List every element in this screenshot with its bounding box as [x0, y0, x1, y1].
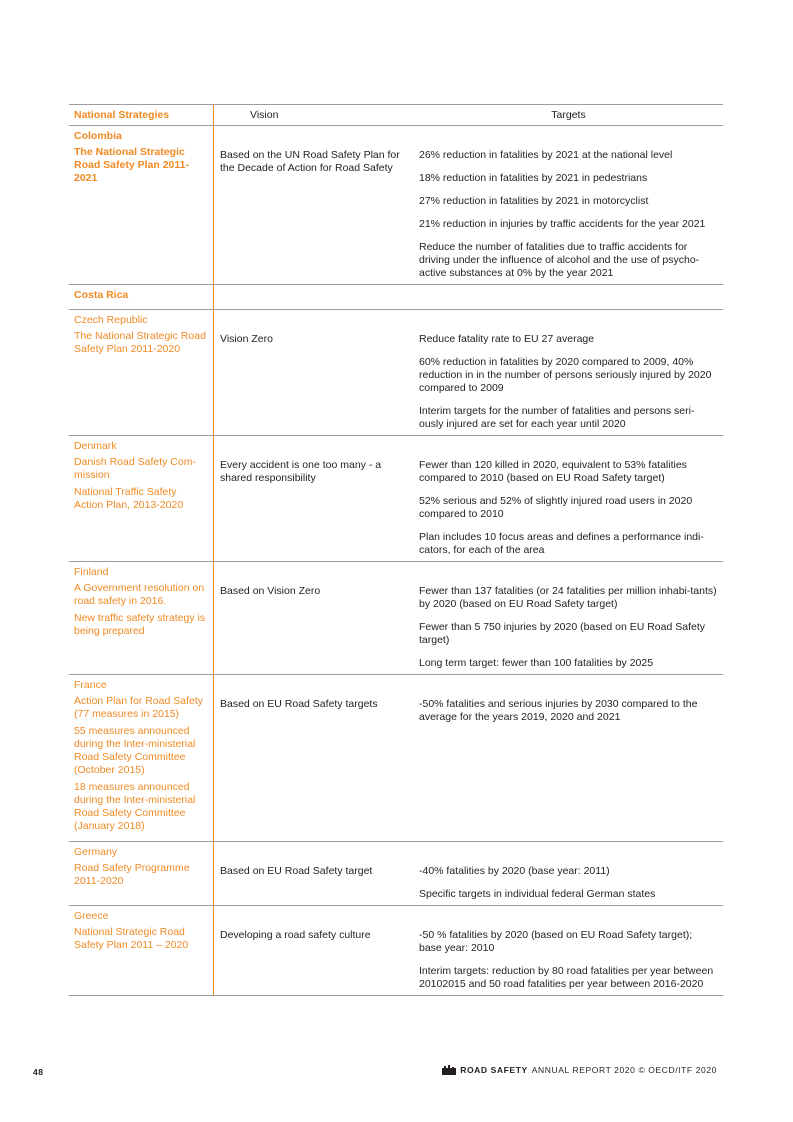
- target-item: 52% serious and 52% of slightly injured road users in 2020 compared to 2010: [419, 495, 693, 520]
- target-item: -40% fatalities by 2020 (base year: 2011): [419, 865, 610, 877]
- targets-cell: [414, 126, 723, 284]
- itf-logo-icon: [442, 1065, 456, 1075]
- targets-cell: [414, 675, 723, 841]
- target-item: Plan includes 10 focus areas and defines a performance indi-cators, for each of the area: [419, 531, 704, 556]
- target-item: Fewer than 5 750 injuries by 2020 (based on EU Road Safety target): [419, 621, 706, 646]
- header-strategies: National Strategies: [69, 105, 214, 125]
- country-name: Greece: [74, 910, 109, 922]
- target-item: Reduce the number of fatalities due to traffic accidents for driving under the influence of alcohol and the use of psycho-active substances at 0% by the year 2021: [419, 241, 700, 279]
- target-item: 26% reduction in fatalities by 2021 at the national level: [419, 149, 673, 161]
- strategy-name: New traffic safety strategy is being prepared: [74, 612, 206, 637]
- target-item: Interim targets for the number of fatalities and persons seri-ously injured are set for each year until 2020: [419, 405, 695, 430]
- country-name: Colombia: [74, 130, 122, 142]
- strategies-table: [69, 104, 723, 996]
- target-item: Specific targets in individual federal German states: [419, 888, 656, 900]
- table-row: [69, 675, 723, 842]
- targets-cell: [414, 285, 723, 309]
- strategies-cell: [69, 562, 214, 674]
- strategies-cell: [69, 310, 214, 435]
- strategies-cell: [69, 675, 214, 841]
- table-row: [69, 126, 723, 285]
- country-name: Denmark: [74, 440, 117, 452]
- vision-cell: Based on EU Road Safety targets: [220, 698, 378, 710]
- strategies-cell: [69, 436, 214, 561]
- target-item: Fewer than 137 fatalities (or 24 fatalities per million inhabi-tants) by 2020 (based on EU Road Safety target): [419, 585, 717, 610]
- header-targets: Targets: [551, 109, 586, 121]
- strategy-name: Danish Road Safety Com-mission: [74, 456, 196, 481]
- target-item: Interim targets: reduction by 80 road fatalities per year between 20102015 and 50 road fatalities per year between 2016-2020: [419, 965, 714, 990]
- table-row: [69, 285, 723, 310]
- strategies-cell: [69, 126, 214, 284]
- strategy-name: Action Plan for Road Safety (77 measures in 2015): [74, 695, 203, 720]
- target-item: -50% fatalities and serious injuries by 2030 compared to the average for the years 2019, 2020 and 2021: [419, 698, 698, 723]
- table-header: [69, 105, 723, 126]
- targets-cell: [414, 436, 723, 561]
- header-vision: Vision: [250, 109, 279, 121]
- target-item: 18% reduction in fatalities by 2021 in pedestrians: [419, 172, 648, 184]
- target-item: 60% reduction in fatalities by 2020 compared to 2009, 40% reduction in in the number of persons seriously injured by 2020 compared to 2009: [419, 356, 712, 394]
- country-name: Czech Republic: [74, 314, 148, 326]
- strategies-cell: [69, 842, 214, 905]
- footer-title: ROAD SAFETY: [460, 1065, 528, 1075]
- table-row: [69, 906, 723, 996]
- table-row: [69, 562, 723, 675]
- targets-cell: [414, 562, 723, 674]
- strategy-name: 18 measures announced during the Inter-ministerial Road Safety Committee (January 2018): [74, 781, 196, 832]
- targets-cell: [414, 906, 723, 995]
- table-row: [69, 310, 723, 436]
- footer-subtitle: ANNUAL REPORT 2020 © OECD/ITF 2020: [531, 1065, 717, 1075]
- vision-cell: [214, 285, 414, 309]
- country-name: Costa Rica: [74, 289, 129, 301]
- vision-cell: Developing a road safety culture: [220, 929, 371, 941]
- table-row: [69, 436, 723, 562]
- target-item: -50 % fatalities by 2020 (based on EU Road Safety target); base year: 2010: [419, 929, 693, 954]
- page-number: 48: [33, 1067, 44, 1077]
- vision-cell: Based on the UN Road Safety Plan for the Decade of Action for Road Safety: [220, 149, 400, 174]
- strategy-name: 55 measures announced during the Inter-ministerial Road Safety Committee (October 2015): [74, 725, 196, 776]
- country-name: Finland: [74, 566, 109, 578]
- vision-cell: Vision Zero: [220, 333, 273, 345]
- target-item: Fewer than 120 killed in 2020, equivalent to 53% fatalities compared to 2010 (based on EU Road Safety target): [419, 459, 687, 484]
- table-body: [69, 126, 723, 996]
- strategies-cell: [69, 906, 214, 995]
- target-item: 27% reduction in fatalities by 2021 in motorcyclist: [419, 195, 649, 207]
- strategies-cell: [69, 285, 214, 309]
- vision-cell: Based on EU Road Safety target: [220, 865, 373, 877]
- vision-cell: Every accident is one too many - a shared responsibility: [220, 459, 382, 484]
- footer-publication: [442, 1065, 717, 1075]
- country-name: Germany: [74, 846, 118, 858]
- targets-cell: [414, 310, 723, 435]
- strategy-name: National Strategic Road Safety Plan 2011 – 2020: [74, 926, 189, 951]
- strategy-name: National Traffic Safety Action Plan, 2013-2020: [74, 486, 184, 511]
- target-item: Reduce fatality rate to EU 27 average: [419, 333, 595, 345]
- target-item: Long term target: fewer than 100 fatalities by 2025: [419, 657, 654, 669]
- targets-cell: [414, 842, 723, 905]
- target-item: 21% reduction in injuries by traffic accidents for the year 2021: [419, 218, 706, 230]
- strategy-name: Road Safety Programme 2011-2020: [74, 862, 190, 887]
- table-row: [69, 842, 723, 906]
- vision-cell: Based on Vision Zero: [220, 585, 321, 597]
- strategy-name: A Government resolution on road safety in 2016.: [74, 582, 205, 607]
- strategy-name: The National Strategic Road Safety Plan 2011-2021: [74, 146, 189, 184]
- country-name: France: [74, 679, 107, 691]
- strategy-name: The National Strategic Road Safety Plan 2011-2020: [74, 330, 206, 355]
